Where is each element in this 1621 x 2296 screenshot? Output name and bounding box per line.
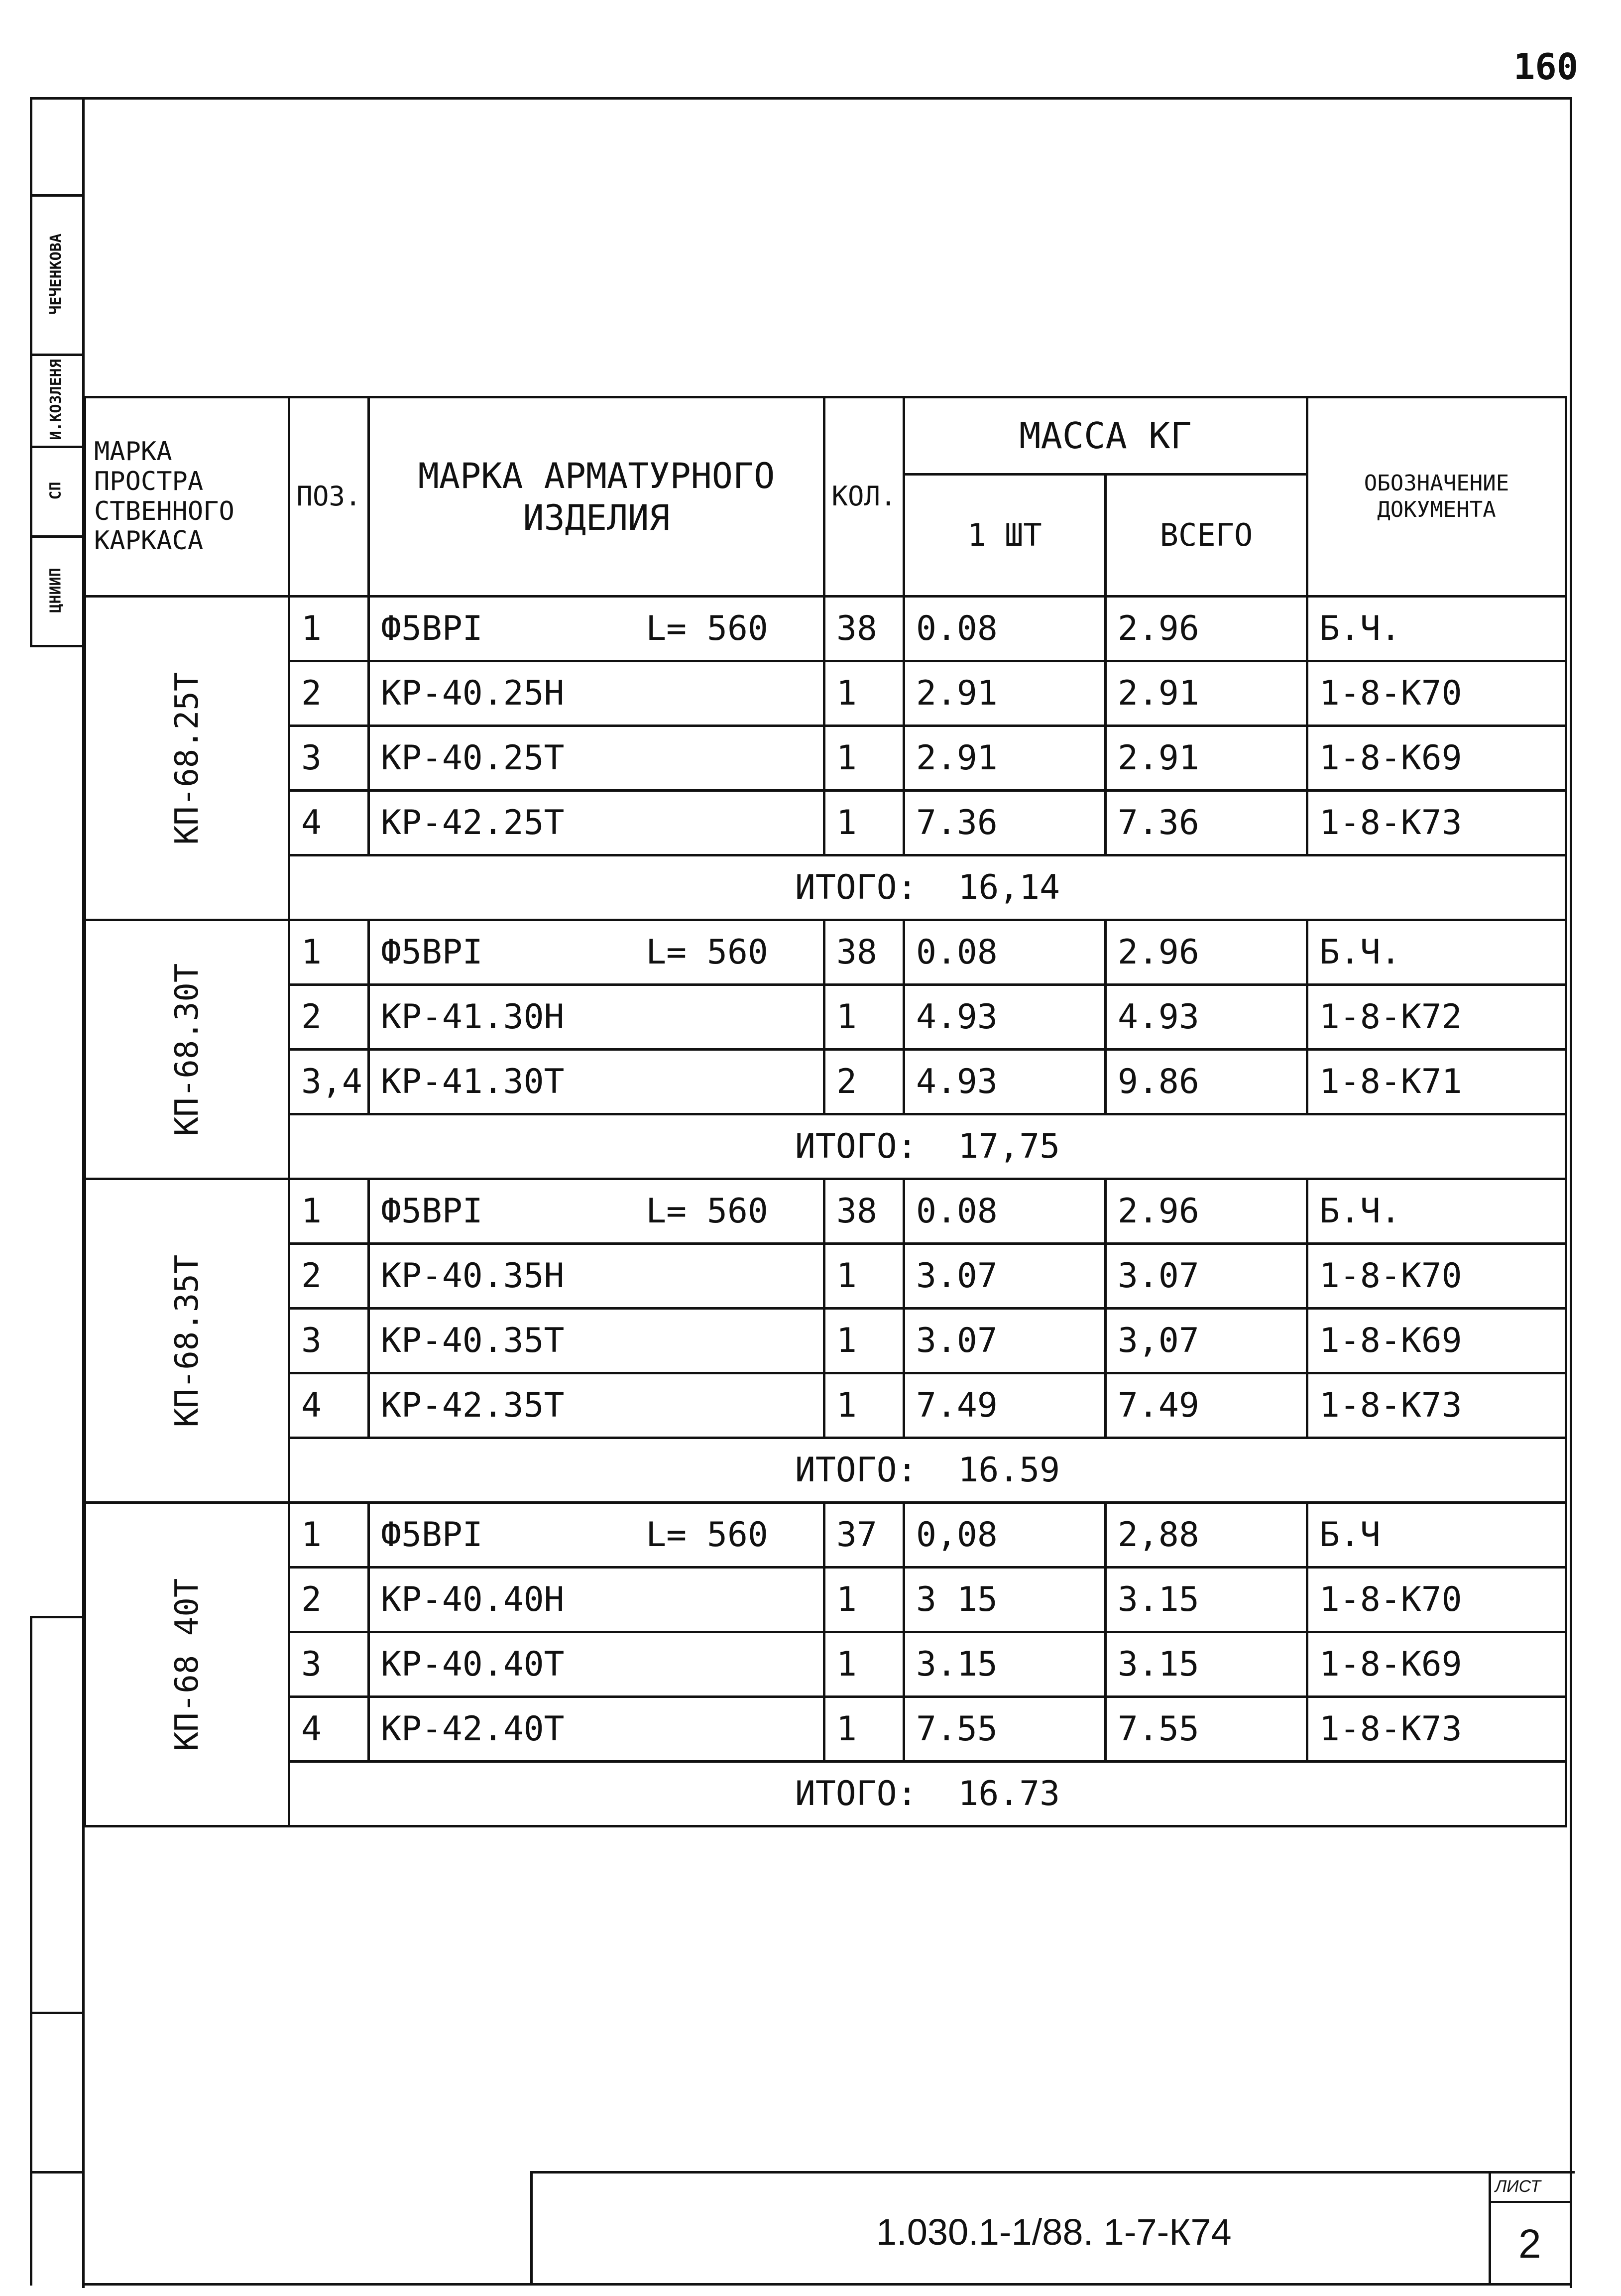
cell-mass-one: 7.55 <box>904 1697 1106 1762</box>
cell-mass-one: 3.07 <box>904 1309 1106 1373</box>
cell-mass-one: 0.08 <box>904 1179 1106 1244</box>
cell-pos: 3 <box>289 1309 369 1373</box>
table-row <box>85 1050 1566 1114</box>
group-total: ИТОГО: 16.73 <box>289 1762 1566 1826</box>
group-total: ИТОГО: 16,14 <box>289 855 1566 920</box>
lower-margin-line <box>30 1616 32 2286</box>
cell-mass-total: 7.55 <box>1106 1697 1307 1762</box>
header-frame-mark: МАРКА ПРОСТРА СТВЕННОГО КАРКАСА <box>85 397 289 597</box>
table-row <box>85 597 1566 661</box>
header-document: ОБОЗНАЧЕНИЕ ДОКУМЕНТА <box>1307 397 1566 597</box>
cell-mass-total: 2.96 <box>1106 597 1307 661</box>
cell-mass-total: 3.15 <box>1106 1632 1307 1697</box>
frame-line-right <box>1570 97 1572 2288</box>
cell-qty: 2 <box>824 1050 904 1114</box>
cell-mass-total: 2.91 <box>1106 726 1307 791</box>
lower-margin-divider-2 <box>30 2012 82 2014</box>
cell-pos: 3,4 <box>289 1050 369 1114</box>
cell-mark: КР-42.25Т <box>369 791 824 855</box>
stamp-strip-divider-5 <box>30 645 82 647</box>
cell-pos: 1 <box>289 597 369 661</box>
cell-qty: 1 <box>824 726 904 791</box>
cell-mark: КР-40.40Т <box>369 1632 824 1697</box>
cell-qty: 1 <box>824 1309 904 1373</box>
table-body <box>85 597 1566 1826</box>
frame-mark-cell <box>85 1179 289 1503</box>
cell-mass-one: 3.15 <box>904 1632 1106 1697</box>
table-row <box>85 1244 1566 1309</box>
table-row <box>85 1568 1566 1632</box>
sheet-number: 2 <box>1518 2221 1541 2267</box>
table-row <box>85 1503 1566 1568</box>
cell-mark: Ф5ВРI L= 560 <box>369 1503 824 1568</box>
header-mass-total: ВСЕГО <box>1106 475 1307 597</box>
frame-mark-label: КП-68.25Т <box>168 672 206 845</box>
cell-doc: Б.Ч. <box>1307 920 1566 985</box>
frame-mark-cell <box>85 597 289 920</box>
cell-pos: 2 <box>289 1244 369 1309</box>
cell-qty: 1 <box>824 1697 904 1762</box>
cell-mass-one: 2.91 <box>904 726 1106 791</box>
cell-qty: 38 <box>824 597 904 661</box>
table-row <box>85 791 1566 855</box>
cell-qty: 1 <box>824 1373 904 1438</box>
cell-qty: 37 <box>824 1503 904 1568</box>
cell-pos: 2 <box>289 1568 369 1632</box>
cell-mass-one: 7.49 <box>904 1373 1106 1438</box>
header-qty: КОЛ. <box>824 397 904 597</box>
cell-qty: 38 <box>824 920 904 985</box>
table-row <box>85 726 1566 791</box>
cell-doc: 1-8-К73 <box>1307 791 1566 855</box>
frame-mark-label: КП-68.30Т <box>168 963 206 1136</box>
cell-doc: Б.Ч. <box>1307 1179 1566 1244</box>
cell-qty: 1 <box>824 1568 904 1632</box>
cell-qty: 1 <box>824 1632 904 1697</box>
cell-doc: 1-8-К69 <box>1307 1309 1566 1373</box>
cell-mark: КР-40.25Т <box>369 726 824 791</box>
cell-qty: 1 <box>824 985 904 1050</box>
side-stamp-4: ЦНИИП <box>47 567 65 613</box>
cell-mark: КР-40.40Н <box>369 1568 824 1632</box>
table-row <box>85 1179 1566 1244</box>
cell-doc: 1-8-К73 <box>1307 1373 1566 1438</box>
cell-pos: 4 <box>289 791 369 855</box>
sheet-cell-divider <box>1489 2201 1572 2203</box>
frame-mark-cell <box>85 1503 289 1826</box>
total-row <box>85 1114 1566 1179</box>
cell-mark: КР-42.35Т <box>369 1373 824 1438</box>
cell-mark: КР-41.30Н <box>369 985 824 1050</box>
cell-qty: 1 <box>824 661 904 726</box>
cell-doc: 1-8-К71 <box>1307 1050 1566 1114</box>
cell-mass-total: 2.91 <box>1106 661 1307 726</box>
cell-doc: 1-8-К70 <box>1307 1244 1566 1309</box>
table-row <box>85 1373 1566 1438</box>
cell-doc: 1-8-К69 <box>1307 726 1566 791</box>
cell-mass-total: 7.36 <box>1106 791 1307 855</box>
cell-pos: 2 <box>289 661 369 726</box>
frame-line-top <box>30 97 1572 100</box>
cell-mass-one: 3.07 <box>904 1244 1106 1309</box>
cell-mass-one: 4.93 <box>904 1050 1106 1114</box>
cell-mark: КР-40.35Н <box>369 1244 824 1309</box>
cell-mass-total: 3,07 <box>1106 1309 1307 1373</box>
sheet-label: ЛИСТ <box>1495 2177 1541 2196</box>
cell-mass-one: 3 15 <box>904 1568 1106 1632</box>
document-code: 1.030.1-1/88. 1-7-К74 <box>876 2211 1232 2253</box>
cell-mass-one: 7.36 <box>904 791 1106 855</box>
cell-mass-total: 3.07 <box>1106 1244 1307 1309</box>
cell-mass-one: 4.93 <box>904 985 1106 1050</box>
header-pos: ПОЗ. <box>289 397 369 597</box>
cell-pos: 1 <box>289 1179 369 1244</box>
cell-mass-total: 3.15 <box>1106 1568 1307 1632</box>
frame-mark-label: КП-68.35Т <box>168 1254 206 1427</box>
cell-qty: 1 <box>824 791 904 855</box>
total-row <box>85 1438 1566 1503</box>
table-row <box>85 1632 1566 1697</box>
cell-mark: Ф5ВРI L= 560 <box>369 920 824 985</box>
cell-mass-total: 9.86 <box>1106 1050 1307 1114</box>
table-row <box>85 985 1566 1050</box>
table-row <box>85 920 1566 985</box>
side-stamp-3: СП <box>47 481 65 500</box>
cell-mass-total: 2.96 <box>1106 920 1307 985</box>
frame-mark-label: КП-68 40Т <box>168 1578 206 1751</box>
cell-mark: Ф5ВРI L= 560 <box>369 1179 824 1244</box>
lower-margin-divider-3 <box>30 2171 82 2174</box>
cell-mass-one: 2.91 <box>904 661 1106 726</box>
cell-pos: 4 <box>289 1697 369 1762</box>
cell-mark: КР-42.40Т <box>369 1697 824 1762</box>
frame-mark-cell <box>85 920 289 1179</box>
cell-qty: 38 <box>824 1179 904 1244</box>
cell-pos: 4 <box>289 1373 369 1438</box>
lower-margin-divider-1 <box>30 1616 82 1618</box>
side-stamp-1: ЧЕЧЕНКОВА <box>47 233 65 315</box>
cell-pos: 1 <box>289 1503 369 1568</box>
cell-mark: Ф5ВРI L= 560 <box>369 597 824 661</box>
cell-mass-total: 2,88 <box>1106 1503 1307 1568</box>
group-total: ИТОГО: 17,75 <box>289 1114 1566 1179</box>
side-stamp-2: И.КОЗЛЕНЯ <box>47 359 65 440</box>
table-row <box>85 1697 1566 1762</box>
cell-pos: 3 <box>289 726 369 791</box>
cell-qty: 1 <box>824 1244 904 1309</box>
header-item-mark: МАРКА АРМАТУРНОГО ИЗДЕЛИЯ <box>369 397 824 597</box>
cell-mark: КР-41.30Т <box>369 1050 824 1114</box>
cell-mass-one: 0,08 <box>904 1503 1106 1568</box>
cell-mass-total: 4.93 <box>1106 985 1307 1050</box>
cell-pos: 2 <box>289 985 369 1050</box>
cell-doc: Б.Ч <box>1307 1503 1566 1568</box>
cell-doc: 1-8-К70 <box>1307 1568 1566 1632</box>
cell-doc: 1-8-К73 <box>1307 1697 1566 1762</box>
table-row <box>85 661 1566 726</box>
header-mass-one: 1 ШТ <box>904 475 1106 597</box>
page-number: 160 <box>1513 46 1579 88</box>
total-row <box>85 1762 1566 1826</box>
table-row <box>85 1309 1566 1373</box>
cell-mass-one: 0.08 <box>904 597 1106 661</box>
specification-table <box>84 396 1567 1827</box>
group-total: ИТОГО: 16.59 <box>289 1438 1566 1503</box>
cell-pos: 1 <box>289 920 369 985</box>
header-mass: МАССА КГ <box>904 397 1307 475</box>
cell-doc: Б.Ч. <box>1307 597 1566 661</box>
cell-pos: 3 <box>289 1632 369 1697</box>
cell-doc: 1-8-К69 <box>1307 1632 1566 1697</box>
cell-mass-one: 0.08 <box>904 920 1106 985</box>
cell-doc: 1-8-К70 <box>1307 661 1566 726</box>
cell-mass-total: 7.49 <box>1106 1373 1307 1438</box>
cell-mark: КР-40.35Т <box>369 1309 824 1373</box>
cell-mass-total: 2.96 <box>1106 1179 1307 1244</box>
cell-mark: КР-40.25Н <box>369 661 824 726</box>
cell-doc: 1-8-К72 <box>1307 985 1566 1050</box>
total-row <box>85 855 1566 920</box>
